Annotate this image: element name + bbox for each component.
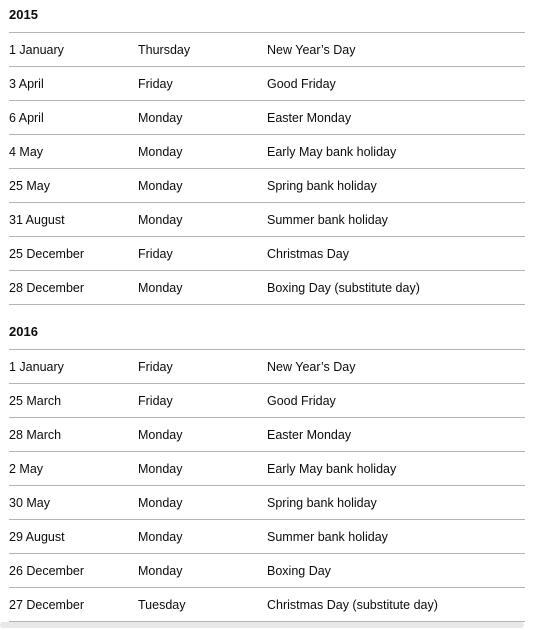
weekday-cell: Friday — [138, 393, 173, 408]
date-cell: 2 May — [9, 461, 44, 476]
weekday-cell: Monday — [138, 110, 183, 125]
holiday-name-cell: New Year’s Day — [267, 42, 356, 57]
holiday-name-cell: Boxing Day — [267, 563, 331, 578]
table-row — [9, 418, 525, 452]
table-row — [9, 452, 525, 486]
date-cell: 29 August — [9, 529, 65, 544]
year-heading: 2015 — [9, 0, 525, 33]
holiday-name-cell: Good Friday — [267, 76, 336, 91]
year-heading: 2016 — [9, 305, 525, 350]
table-row — [9, 554, 525, 588]
weekday-cell: Thursday — [138, 42, 191, 57]
weekday-cell: Monday — [138, 529, 183, 544]
date-cell: 28 March — [9, 427, 62, 442]
table-row — [9, 203, 525, 237]
table-row — [9, 271, 525, 305]
date-cell: 25 May — [9, 178, 50, 193]
holiday-table — [9, 33, 525, 305]
holiday-tables — [9, 0, 525, 622]
year-section-2016 — [9, 305, 525, 622]
holiday-table — [9, 350, 525, 622]
table-row — [9, 520, 525, 554]
weekday-cell: Monday — [138, 178, 183, 193]
holiday-name-cell: Easter Monday — [267, 110, 352, 125]
weekday-cell: Friday — [138, 359, 173, 374]
holiday-name-cell: Summer bank holiday — [267, 212, 388, 227]
date-cell: 25 December — [9, 246, 85, 261]
weekday-cell: Monday — [138, 427, 183, 442]
weekday-cell: Monday — [138, 495, 183, 510]
weekday-cell: Monday — [138, 280, 183, 295]
weekday-cell: Friday — [138, 76, 173, 91]
year-section-2015 — [9, 0, 525, 305]
weekday-cell: Friday — [138, 246, 173, 261]
date-cell: 26 December — [9, 563, 85, 578]
holiday-name-cell: Spring bank holiday — [267, 178, 377, 193]
weekday-cell: Monday — [138, 144, 183, 159]
holiday-name-cell: Christmas Day — [267, 246, 349, 261]
weekday-cell: Tuesday — [138, 597, 186, 612]
date-cell: 3 April — [9, 76, 44, 91]
holiday-name-cell: Christmas Day (substitute day) — [267, 597, 438, 612]
table-row — [9, 135, 525, 169]
table-row — [9, 350, 525, 384]
date-cell: 30 May — [9, 495, 50, 510]
weekday-cell: Monday — [138, 563, 183, 578]
date-cell: 1 January — [9, 42, 64, 57]
table-row — [9, 169, 525, 203]
holiday-name-cell: New Year’s Day — [267, 359, 356, 374]
table-row — [9, 101, 525, 135]
bank-holidays-page — [9, 0, 525, 622]
horizontal-scrollbar[interactable] — [0, 622, 524, 628]
holiday-name-cell: Early May bank holiday — [267, 144, 397, 159]
weekday-cell: Monday — [138, 461, 183, 476]
holiday-name-cell: Summer bank holiday — [267, 529, 388, 544]
table-row — [9, 33, 525, 67]
holiday-name-cell: Early May bank holiday — [267, 461, 397, 476]
date-cell: 1 January — [9, 359, 64, 374]
table-row — [9, 588, 525, 622]
table-row — [9, 384, 525, 418]
date-cell: 4 May — [9, 144, 44, 159]
date-cell: 25 March — [9, 393, 62, 408]
date-cell: 27 December — [9, 597, 85, 612]
table-row — [9, 67, 525, 101]
holiday-name-cell: Boxing Day (substitute day) — [267, 280, 420, 295]
weekday-cell: Monday — [138, 212, 183, 227]
holiday-name-cell: Easter Monday — [267, 427, 352, 442]
holiday-name-cell: Spring bank holiday — [267, 495, 377, 510]
table-row — [9, 237, 525, 271]
date-cell: 28 December — [9, 280, 85, 295]
date-cell: 31 August — [9, 212, 65, 227]
holiday-name-cell: Good Friday — [267, 393, 336, 408]
table-row — [9, 486, 525, 520]
date-cell: 6 April — [9, 110, 44, 125]
